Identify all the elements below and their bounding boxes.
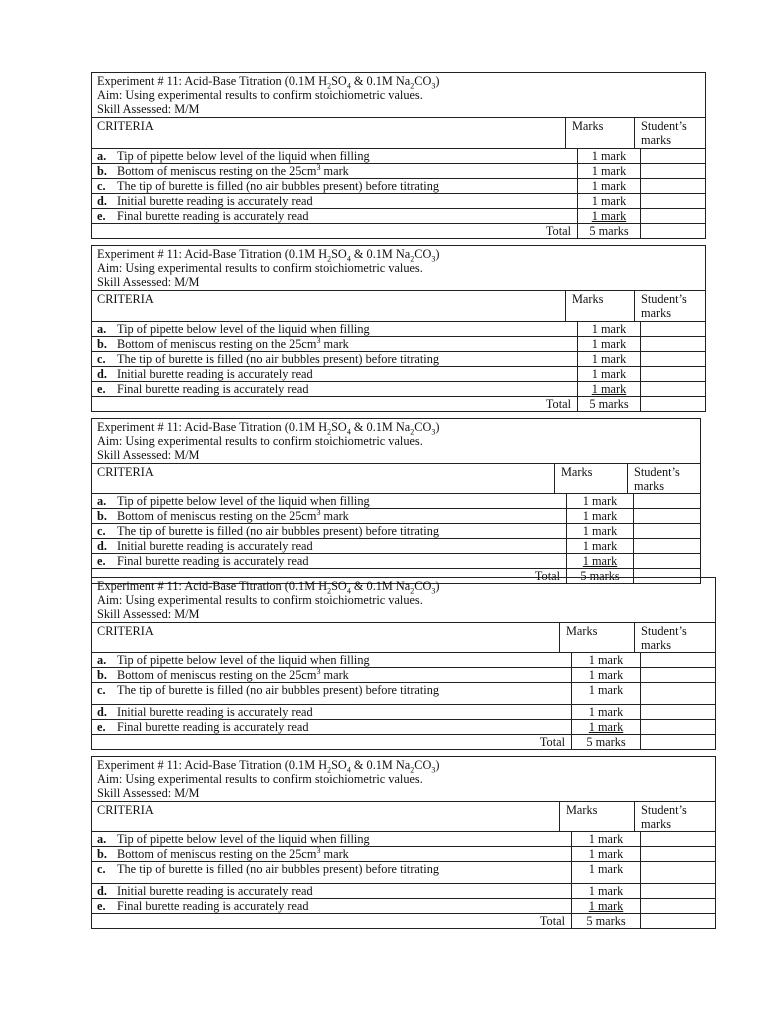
experiment-title: Experiment # 11: Acid-Base Titration (0.1M $H_2SO_4$ & 0.1M $Na_2CO_3$) bbox=[97, 247, 440, 264]
skill-text: Skill Assessed: M/M bbox=[97, 448, 200, 463]
aim-text: Aim: Using experimental results to confirm stoichiometric values. bbox=[97, 434, 423, 449]
criteria-header-row bbox=[92, 623, 715, 653]
criteria-label: CRITERIA bbox=[92, 291, 566, 321]
rubric-table bbox=[91, 756, 716, 929]
total-label: Total bbox=[92, 735, 572, 749]
criteria-row: d. Initial burette reading is accurately read 1 mark bbox=[92, 367, 705, 382]
criteria-row: a. Tip of pipette below level of the liquid when filling 1 mark bbox=[92, 149, 705, 164]
skill-text: Skill Assessed: M/M bbox=[97, 786, 200, 801]
rubric-header bbox=[92, 73, 705, 118]
criteria-row: b. Bottom of meniscus resting on the $25cm^3$ mark 1 mark bbox=[92, 509, 700, 524]
criteria-label: CRITERIA bbox=[92, 802, 560, 831]
criteria-header-row bbox=[92, 802, 715, 832]
aim-text: Aim: Using experimental results to confirm stoichiometric values. bbox=[97, 593, 423, 608]
total-row bbox=[92, 397, 705, 411]
criteria-row: c. The tip of burette is filled (no air bubbles present) before titrating 1 mark bbox=[92, 179, 705, 194]
rubric-header bbox=[92, 578, 715, 623]
total-value: 5 marks bbox=[572, 914, 641, 928]
criteria-row: b. Bottom of meniscus resting on the $25cm^3$ mark 1 mark bbox=[92, 164, 705, 179]
total-value: 5 marks bbox=[567, 569, 634, 583]
rubric-table bbox=[91, 72, 706, 239]
student-marks-label: Student’s marks bbox=[641, 118, 687, 147]
marks-label: Marks bbox=[560, 802, 635, 831]
criteria-row: c. The tip of burette is filled (no air bubbles present) before titrating 1 mark bbox=[92, 683, 715, 705]
criteria-row: a. Tip of pipette below level of the liquid when filling 1 mark bbox=[92, 494, 700, 509]
total-label: Total bbox=[92, 914, 572, 928]
total-label: Total bbox=[92, 569, 567, 583]
criteria-row: a. Tip of pipette below level of the liquid when filling 1 mark bbox=[92, 322, 705, 337]
criteria-row: d. Initial burette reading is accurately read 1 mark bbox=[92, 884, 715, 899]
criteria-row: c. The tip of burette is filled (no air bubbles present) before titrating 1 mark bbox=[92, 862, 715, 884]
total-row bbox=[92, 224, 705, 238]
criteria-header-row bbox=[92, 291, 705, 322]
skill-text: Skill Assessed: M/M bbox=[97, 275, 200, 290]
rubric-header bbox=[92, 419, 700, 464]
rubric-header bbox=[92, 246, 705, 291]
criteria-row: e. Final burette reading is accurately read 1 mark bbox=[92, 382, 705, 397]
total-label: Total bbox=[92, 397, 578, 411]
skill-text: Skill Assessed: M/M bbox=[97, 607, 200, 622]
rubric-table bbox=[91, 245, 706, 412]
criteria-row: c. The tip of burette is filled (no air bubbles present) before titrating 1 mark bbox=[92, 352, 705, 367]
skill-text: Skill Assessed: M/M bbox=[97, 102, 200, 117]
student-marks-label: Student’s marks bbox=[634, 464, 680, 493]
experiment-title: Experiment # 11: Acid-Base Titration (0.1M $H_2SO_4$ & 0.1M $Na_2CO_3$) bbox=[97, 420, 440, 437]
criteria-row: e. Final burette reading is accurately read 1 mark bbox=[92, 720, 715, 735]
criteria-label: CRITERIA bbox=[92, 464, 555, 493]
marks-label: Marks bbox=[566, 118, 635, 148]
experiment-title: Experiment # 11: Acid-Base Titration (0.1M $H_2SO_4$ & 0.1M $Na_2CO_3$) bbox=[97, 758, 440, 775]
rubric-header bbox=[92, 757, 715, 802]
criteria-row: e. Final burette reading is accurately read 1 mark bbox=[92, 899, 715, 914]
total-value: 5 marks bbox=[578, 224, 641, 238]
criteria-row: d. Initial burette reading is accurately read 1 mark bbox=[92, 705, 715, 720]
aim-text: Aim: Using experimental results to confirm stoichiometric values. bbox=[97, 261, 423, 276]
marks-label: Marks bbox=[560, 623, 635, 652]
criteria-row: d. Initial burette reading is accurately read 1 mark bbox=[92, 539, 700, 554]
experiment-title: Experiment # 11: Acid-Base Titration (0.1M $H_2SO_4$ & 0.1M $Na_2CO_3$) bbox=[97, 579, 440, 596]
criteria-row: e. Final burette reading is accurately read 1 mark bbox=[92, 554, 700, 569]
criteria-row: b. Bottom of meniscus resting on the $25cm^3$ mark 1 mark bbox=[92, 847, 715, 862]
student-marks-label: Student’s marks bbox=[641, 802, 687, 831]
total-row bbox=[92, 735, 715, 749]
student-marks-label: Student’s marks bbox=[641, 623, 687, 652]
criteria-row: b. Bottom of meniscus resting on the $25cm^3$ mark 1 mark bbox=[92, 337, 705, 352]
criteria-row: e. Final burette reading is accurately read 1 mark bbox=[92, 209, 705, 224]
rubric-table bbox=[91, 577, 716, 750]
marks-label: Marks bbox=[555, 464, 628, 493]
criteria-row: d. Initial burette reading is accurately read 1 mark bbox=[92, 194, 705, 209]
criteria-row: b. Bottom of meniscus resting on the $25cm^3$ mark 1 mark bbox=[92, 668, 715, 683]
criteria-row: a. Tip of pipette below level of the liquid when filling 1 mark bbox=[92, 832, 715, 847]
total-value: 5 marks bbox=[578, 397, 641, 411]
criteria-label: CRITERIA bbox=[92, 118, 566, 148]
aim-text: Aim: Using experimental results to confirm stoichiometric values. bbox=[97, 88, 423, 103]
criteria-row: a. Tip of pipette below level of the liquid when filling 1 mark bbox=[92, 653, 715, 668]
aim-text: Aim: Using experimental results to confirm stoichiometric values. bbox=[97, 772, 423, 787]
total-value: 5 marks bbox=[572, 735, 641, 749]
criteria-row: c. The tip of burette is filled (no air bubbles present) before titrating 1 mark bbox=[92, 524, 700, 539]
criteria-header-row bbox=[92, 464, 700, 494]
marks-label: Marks bbox=[566, 291, 635, 321]
criteria-label: CRITERIA bbox=[92, 623, 560, 652]
student-marks-label: Student’s marks bbox=[641, 291, 687, 320]
total-row bbox=[92, 914, 715, 928]
total-label: Total bbox=[92, 224, 578, 238]
criteria-header-row bbox=[92, 118, 705, 149]
experiment-title: Experiment # 11: Acid-Base Titration (0.1M $H_2SO_4$ & 0.1M $Na_2CO_3$) bbox=[97, 74, 440, 91]
rubric-table bbox=[91, 418, 701, 584]
